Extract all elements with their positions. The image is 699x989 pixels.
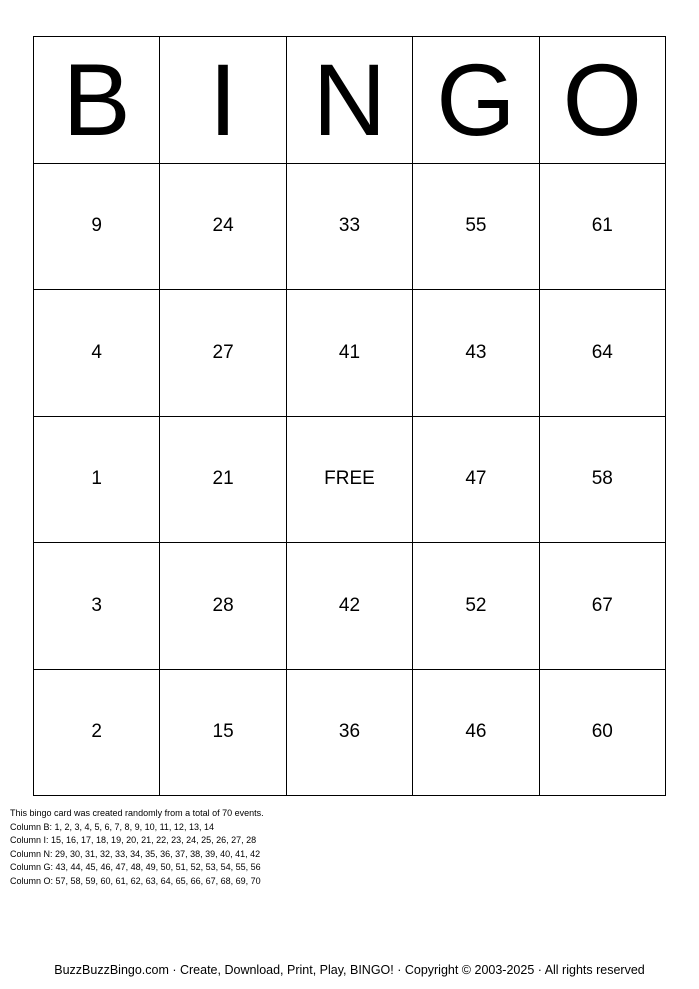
cell-number: 24 (212, 215, 234, 237)
cell-number: 43 (465, 341, 487, 363)
cell-number: 64 (591, 341, 613, 363)
bingo-cell (413, 290, 539, 417)
info-column-n: Column N: 29, 30, 31, 32, 33, 34, 35, 36, 37, 38, 39, 40, 41, 42 (10, 848, 261, 859)
cell-number: 15 (212, 721, 234, 743)
cell-number: 21 (212, 468, 234, 490)
info-column-i: Column I: 15, 16, 17, 18, 19, 20, 21, 22, 23, 24, 25, 26, 27, 28 (10, 835, 257, 846)
info-column-g: Column G: 43, 44, 45, 46, 47, 48, 49, 50, 51, 52, 53, 54, 55, 56 (10, 862, 261, 873)
bingo-cell (540, 670, 666, 797)
header-cell-o (540, 37, 666, 164)
header-cell-i (160, 37, 286, 164)
header-cell-b (34, 37, 160, 164)
card-info (10, 807, 264, 889)
bingo-cell (160, 290, 286, 417)
bingo-cell (34, 164, 160, 291)
free-space-label: FREE (324, 468, 375, 490)
cell-number: 52 (465, 594, 487, 616)
bingo-cell (287, 543, 413, 670)
cell-number: 41 (338, 341, 361, 363)
bingo-cell (413, 164, 539, 291)
info-column-b: Column B: 1, 2, 3, 4, 5, 6, 7, 8, 9, 10, 11, 12, 13, 14 (10, 821, 214, 832)
header-letter: B (62, 42, 131, 157)
cell-number: 47 (465, 468, 487, 490)
bingo-cell (287, 670, 413, 797)
header-cell-g (413, 37, 539, 164)
header-letter: O (562, 42, 642, 157)
bingo-cell (413, 670, 539, 797)
info-intro: This bingo card was created randomly from a total of 70 events. (10, 808, 264, 818)
cell-number: 46 (465, 721, 487, 743)
cell-number: 4 (91, 341, 102, 363)
header-cell-n (287, 37, 413, 164)
bingo-cell (34, 290, 160, 417)
cell-number: 42 (338, 594, 361, 616)
bingo-cell (413, 543, 539, 670)
cell-number: 58 (591, 468, 613, 490)
cell-number: 61 (591, 215, 613, 237)
bingo-cell (34, 417, 160, 544)
bingo-cell (160, 417, 286, 544)
bingo-cell (160, 543, 286, 670)
cell-number: 1 (91, 468, 102, 490)
bingo-cell (160, 164, 286, 291)
cell-number: 33 (338, 215, 361, 237)
header-letter: G (436, 42, 516, 157)
bingo-cell (540, 543, 666, 670)
bingo-cell (287, 164, 413, 291)
cell-number: 55 (465, 215, 487, 237)
cell-number: 9 (91, 215, 102, 237)
free-space-cell (287, 417, 413, 544)
bingo-cell (540, 164, 666, 291)
cell-number: 27 (212, 341, 234, 363)
bingo-card (33, 36, 666, 796)
footer-copyright: BuzzBuzzBingo.com · Create, Download, Print, Play, BINGO! · Copyright © 2003-2025 · All rights reserved (54, 963, 645, 977)
cell-number: 60 (591, 721, 613, 743)
header-letter: I (208, 42, 238, 157)
bingo-cell (540, 417, 666, 544)
cell-number: 36 (338, 721, 361, 743)
bingo-cell (160, 670, 286, 797)
bingo-cell (287, 290, 413, 417)
bingo-cell (540, 290, 666, 417)
bingo-cell (34, 543, 160, 670)
header-letter: N (312, 42, 387, 157)
info-column-o: Column O: 57, 58, 59, 60, 61, 62, 63, 64, 65, 66, 67, 68, 69, 70 (10, 875, 261, 886)
bingo-cell (413, 417, 539, 544)
cell-number: 28 (212, 594, 234, 616)
cell-number: 67 (591, 594, 613, 616)
bingo-cell (34, 670, 160, 797)
cell-number: 3 (91, 594, 102, 616)
cell-number: 2 (91, 721, 102, 743)
